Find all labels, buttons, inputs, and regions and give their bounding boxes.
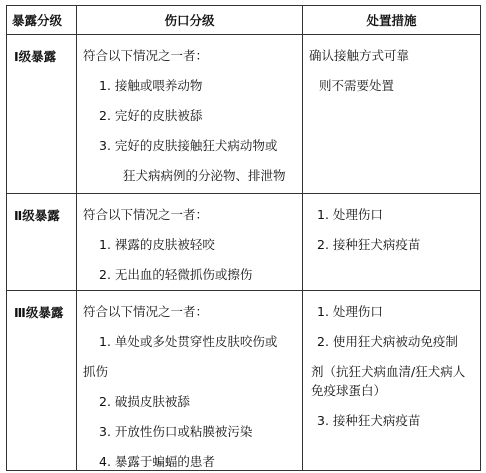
table-row-level-3 <box>7 291 481 471</box>
level-cell: Ⅰ级暴露 <box>7 35 77 194</box>
level-cell: Ⅱ级暴露 <box>7 194 77 291</box>
wound-item-continued: 抓伤 <box>83 364 109 379</box>
treatment-line: 剂（抗狂犬病血清/狂犬病人 <box>311 364 466 379</box>
wound-item: 1. 单处或多处贯穿性皮肤咬伤或 <box>99 334 278 349</box>
treatment-line: 2. 使用狂犬病被动免疫制 <box>317 334 458 349</box>
wound-item: 3. 开放性伤口或粘膜被污染 <box>99 424 253 439</box>
header-wound: 伤口分级 <box>77 6 303 35</box>
header-treatment: 处置措施 <box>303 6 481 35</box>
treatment-line: 则不需要处置 <box>319 78 395 93</box>
table-row-level-1 <box>7 35 481 194</box>
header-row <box>7 6 481 35</box>
wound-item: 1. 裸露的皮肤被轻咬 <box>99 237 215 252</box>
wound-item: 2. 破损皮肤被舔 <box>99 394 190 409</box>
wound-item: 4. 暴露于蝙蝠的患者 <box>99 454 215 469</box>
rabies-exposure-table <box>6 5 481 471</box>
wound-item: 3. 完好的皮肤接触狂犬病动物或 <box>99 138 278 153</box>
wound-item: 2. 完好的皮肤被舔 <box>99 108 203 123</box>
wound-item: 2. 无出血的轻微抓伤或擦伤 <box>99 267 253 282</box>
treatment-line: 1. 处理伤口 <box>317 207 383 222</box>
wound-cell <box>77 35 303 194</box>
wound-cell <box>77 291 303 471</box>
treatment-cell <box>303 291 481 471</box>
wound-intro: 符合以下情况之一者： <box>83 304 209 319</box>
treatment-line: 确认接触方式可靠 <box>309 48 410 63</box>
treatment-cell <box>303 35 481 194</box>
treatment-line: 免疫球蛋白） <box>311 383 387 398</box>
wound-item-continued: 狂犬病病例的分泌物、排泄物 <box>123 168 286 183</box>
level-cell: Ⅲ级暴露 <box>7 291 77 471</box>
wound-intro: 符合以下情况之一者： <box>83 48 209 63</box>
header-level: 暴露分级 <box>7 6 77 35</box>
treatment-line: 3. 接种狂犬病疫苗 <box>317 413 421 428</box>
treatment-cell <box>303 194 481 291</box>
treatment-line: 1. 处理伤口 <box>317 304 383 319</box>
wound-item: 1. 接触或喂养动物 <box>99 78 203 93</box>
table-row-level-2 <box>7 194 481 291</box>
wound-intro: 符合以下情况之一者： <box>83 207 209 222</box>
treatment-line: 2. 接种狂犬病疫苗 <box>317 237 421 252</box>
wound-cell <box>77 194 303 291</box>
